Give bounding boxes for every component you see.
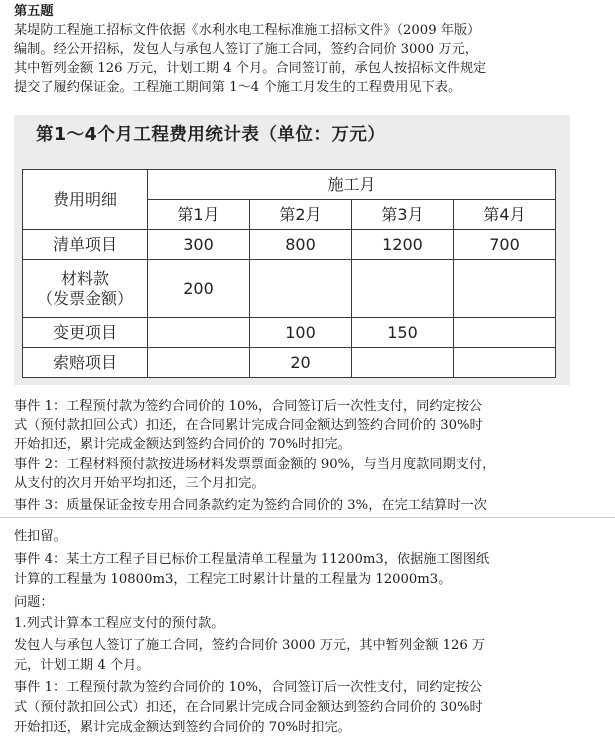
table-cell: 150 — [352, 318, 454, 348]
table-cell: 800 — [250, 230, 352, 260]
text-line: 事件 1：工程预付款为签约合同价的 10%，合同签订后一次性支付，同约定按公 — [14, 399, 483, 414]
table-cell: 100 — [250, 318, 352, 348]
text-line: 元，计划工期 4 个月。 — [14, 658, 150, 673]
table-cell — [148, 348, 250, 378]
table-cell — [454, 348, 556, 378]
table-row — [23, 230, 556, 260]
header-month-3: 第3月 — [352, 200, 454, 230]
text-line: 式（预付款扣回公式）扣还，在合同累计完成合同金额达到签约合同价的 30%时 — [14, 418, 483, 433]
cost-table-panel — [14, 115, 570, 385]
table-cell: 20 — [250, 348, 352, 378]
table-cell — [454, 318, 556, 348]
header-month-4: 第4月 — [454, 200, 556, 230]
text-line: 提交了履约保证金。工程施工期间第 1～4 个施工月发生的工程费用见下表。 — [14, 80, 462, 95]
table-cell — [148, 318, 250, 348]
text-line: 计算的工程量为 10800m3，工程完工时累计计量的工程量为 12000m3。 — [14, 572, 452, 587]
text-line: 事件 1：工程预付款为签约合同价的 10%，合同签订后一次性支付，同约定按公 — [14, 680, 483, 695]
text-line: 事件 2：工程材料预付款按进场材料发票票面金额的 90%，与当月度款同期支付， — [14, 457, 496, 472]
page-divider — [0, 517, 615, 518]
row-label: 索赔项目 — [23, 348, 148, 378]
table-cell: 1200 — [352, 230, 454, 260]
text-line: 性扣留。 — [14, 529, 67, 544]
row-label-line: 材料款 — [60, 268, 109, 288]
table-title: 第1～4个月工程费用统计表（单位：万元） — [36, 125, 386, 145]
cost-table — [22, 169, 556, 378]
text-line: 事件 4：某土方工程子目已标价工程量清单工程量为 11200m3，依据施工图图纸 — [14, 552, 490, 567]
table-cell: 200 — [148, 260, 250, 318]
question-title: 第五题 — [14, 4, 54, 19]
header-month-2: 第2月 — [250, 200, 352, 230]
text-line: 某堤防工程施工招标文件依据《水利水电工程标准施工招标文件》（2009 年版） — [14, 23, 481, 38]
row-label: 变更项目 — [23, 318, 148, 348]
question-item: 1.列式计算本工程应支付的预付款。 — [14, 616, 225, 631]
text-line: 式（预付款扣回公式）扣还，在合同累计完成合同金额达到签约合同价的 30%时 — [14, 700, 483, 715]
table-cell: 300 — [148, 230, 250, 260]
table-row — [23, 318, 556, 348]
table-cell — [250, 260, 352, 318]
header-cost-item: 费用明细 — [23, 170, 148, 230]
question-label: 问题： — [14, 595, 54, 610]
table-cell: 700 — [454, 230, 556, 260]
text-line: 开始扣还，累计完成金额达到签约合同价的 70%时扣完。 — [14, 720, 351, 735]
table-header-row — [23, 170, 556, 200]
text-line: 发包人与承包人签订了施工合同，签约合同价 3000 万元，其中暂列金额 126 万 — [14, 638, 486, 653]
row-label-line: （发票金额） — [36, 288, 133, 308]
header-construction-month: 施工月 — [148, 170, 556, 200]
table-row — [23, 260, 556, 318]
table-cell — [454, 260, 556, 318]
text-line: 开始扣还，累计完成金额达到签约合同价的 70%时扣完。 — [14, 437, 351, 452]
header-month-1: 第1月 — [148, 200, 250, 230]
text-line: 从支付的次月开始平均扣还，三个月扣完。 — [14, 476, 265, 491]
text-line: 编制。经公开招标，发包人与承包人签订了施工合同，签约合同价 3000 万元， — [14, 42, 478, 57]
row-label: 清单项目 — [23, 230, 148, 260]
text-line: 其中暂列金额 126 万元，计划工期 4 个月。合同签订前，承包人按招标文件规定 — [14, 61, 487, 76]
table-row — [23, 348, 556, 378]
table-cell — [352, 348, 454, 378]
table-cell — [352, 260, 454, 318]
row-label — [23, 260, 148, 318]
text-line: 事件 3：质量保证金按专用合同条款约定为签约合同价的 3%，在完工结算时一次 — [14, 498, 487, 513]
